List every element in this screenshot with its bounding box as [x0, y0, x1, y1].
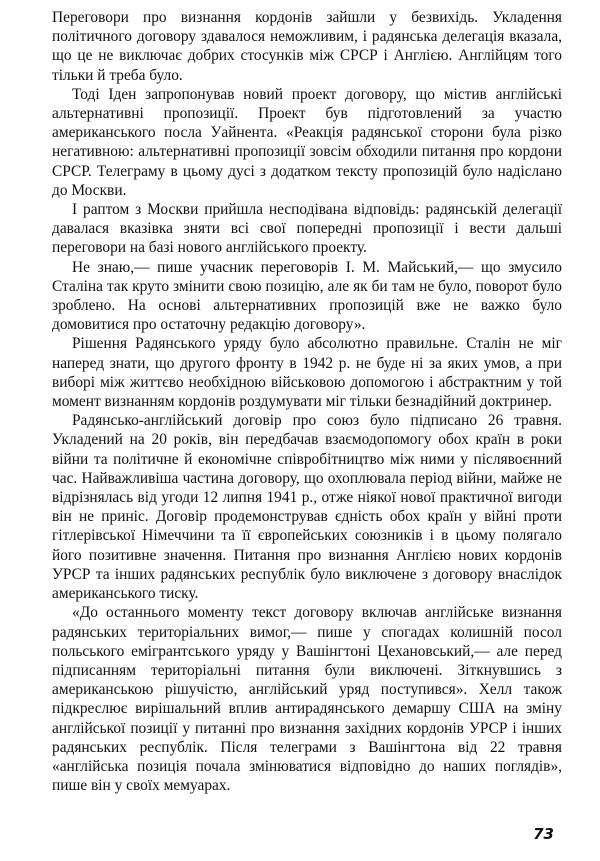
paragraph-7: «До останнього моменту текст договору включав англійське визнання радянських територіальних вимог,— пише у спогадах колишній посол польського емігрантського уряду у Вашінгтоні Цехановський,— але перед підписанням територіальні питання були виключені. Зіткнувшись з американською рішучістю, англійський уряд поступився». Хелл також підкреслює вирішальний вплив антирадянського демаршу США на зміну англійської позиції у питанні про визнання західних кордонів УРСР і інших радянських республік. Після телеграми з Вашінгтона від 22 травня «англійська позиція почала змінюватися відповідно до наших поглядів», пише він у своїх мемуарах.	[52, 604, 562, 795]
page-body	[52, 8, 562, 795]
page-number: 73	[533, 825, 554, 843]
paragraph-3: І раптом з Москви прийшла несподівана відповідь: радянській делегації давалася вказівка зняти всі свої попередні пропозиції і вести дальші переговори на базі нового англійського проекту.	[52, 201, 562, 257]
paragraph-2: Тоді Іден запропонував новий проект договору, що містив англійські альтернативні пропозиції. Проект був підготовлений за участю американського посла Уайнента. «Реакція радянської сторони була різко негативною: альтернативні пропозиції зовсім обходили питання про кордони СРСР. Телеграму в цьому дусі з додатком тексту пропозицій було надіслано до Москви.	[52, 85, 562, 199]
paragraph-4: Не знаю,— пише учасник переговорів І. М. Майський,— що змусило Сталіна так круто змінити свою позицію, але як би там не було, поворот було зроблено. На основі альтернативних пропозицій вже не важко було домовитися про остаточну редакцію договору».	[52, 258, 562, 334]
paragraph-1: Переговори про визнання кордонів зайшли у безвихідь. Укладення політичного договору здавалося неможливим, і радянська делегація вказала, що це не виключає добрих стосунків між СРСР і Англією. Англійцям того тільки й треба було.	[52, 9, 562, 84]
paragraph-5: Рішення Радянського уряду було абсолютно правильне. Сталін не міг наперед знати, що другого фронту в 1942 р. не буде ні за яких умов, а при виборі між життєво необхідною військовою допомогою і абстрактним у той момент визнанням кордонів роздумувати міг тільки безнадійний доктринер.	[52, 335, 562, 411]
paragraph-6: Радянсько-англійський договір про союз було підписано 26 травня. Укладений на 20 років, він передбачав взаємодопомогу обох країн в роки війни та політичне й економічне співробітництво між ними у післявоєнний час. Найважливіша частина договору, що охоплювала період війни, майже не відрізнялась від угоди 12 липня 1941 р., отже ніякої нової практичної вигоди він не приніс. Договір продемонстрував єдність обох країн у війні проти гітлерівської Німеччини та її європейських союзників і в цьому полягало його позитивне значення. Питання про визнання Англією нових кордонів УРСР та інших радянських республік було виключене з договору внаслідок американського тиску.	[52, 412, 562, 603]
